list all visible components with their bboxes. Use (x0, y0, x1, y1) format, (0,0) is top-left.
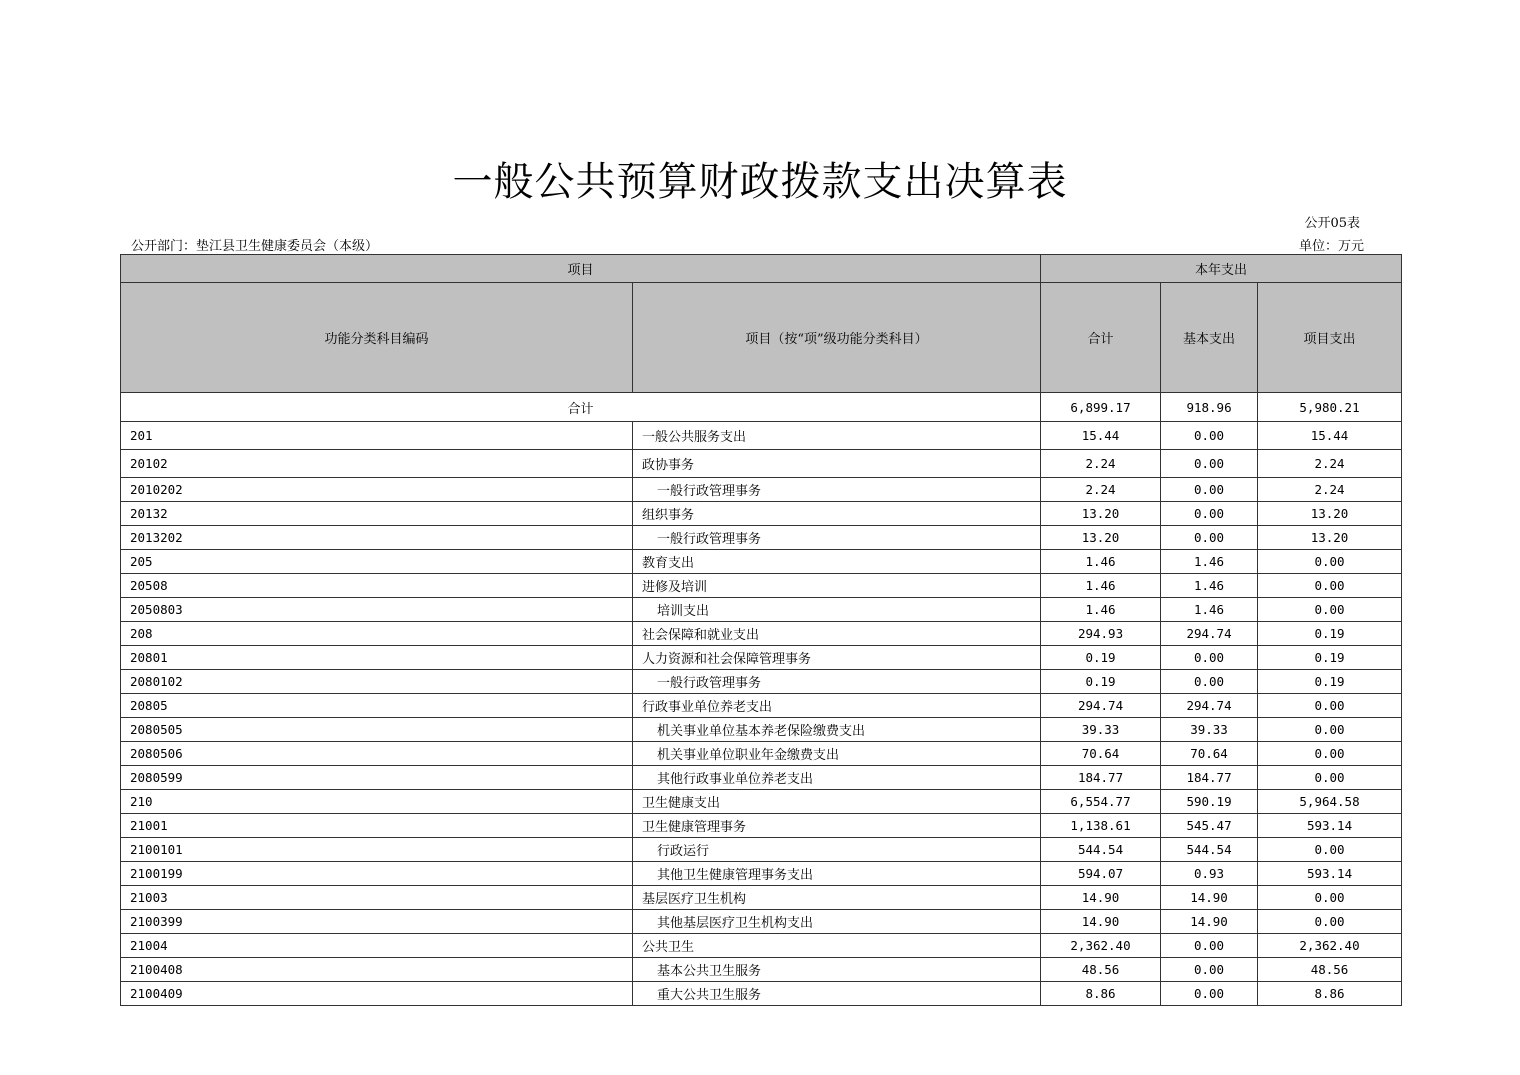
header-code: 功能分类科目编码 (121, 283, 633, 393)
row-name: 行政运行 (633, 838, 1041, 862)
table-row (121, 574, 1402, 598)
row-project: 593.14 (1258, 862, 1402, 886)
row-basic: 14.90 (1161, 886, 1258, 910)
row-project: 0.19 (1258, 622, 1402, 646)
row-project: 593.14 (1258, 814, 1402, 838)
header-project: 项目支出 (1258, 283, 1402, 393)
row-basic: 0.00 (1161, 450, 1258, 478)
row-total: 39.33 (1041, 718, 1161, 742)
row-basic: 0.00 (1161, 422, 1258, 450)
row-name: 机关事业单位基本养老保险缴费支出 (633, 718, 1041, 742)
row-project: 8.86 (1258, 982, 1402, 1006)
header-item-group: 项目 (121, 255, 1041, 283)
row-code: 2100409 (121, 982, 633, 1006)
row-code: 201 (121, 422, 633, 450)
table-row (121, 598, 1402, 622)
row-name: 一般行政管理事务 (633, 670, 1041, 694)
row-name: 机关事业单位职业年金缴费支出 (633, 742, 1041, 766)
row-total: 1.46 (1041, 574, 1161, 598)
table-row (121, 886, 1402, 910)
row-total: 2,362.40 (1041, 934, 1161, 958)
row-basic: 545.47 (1161, 814, 1258, 838)
row-total: 14.90 (1041, 886, 1161, 910)
header-basic: 基本支出 (1161, 283, 1258, 393)
row-name: 组织事务 (633, 502, 1041, 526)
row-project: 0.00 (1258, 694, 1402, 718)
row-total: 294.74 (1041, 694, 1161, 718)
row-project: 2.24 (1258, 478, 1402, 502)
row-basic: 1.46 (1161, 550, 1258, 574)
row-project: 2.24 (1258, 450, 1402, 478)
table-row (121, 478, 1402, 502)
row-basic: 294.74 (1161, 622, 1258, 646)
row-basic: 0.93 (1161, 862, 1258, 886)
row-total: 1,138.61 (1041, 814, 1161, 838)
row-basic: 294.74 (1161, 694, 1258, 718)
row-name: 其他卫生健康管理事务支出 (633, 862, 1041, 886)
row-total: 1.46 (1041, 550, 1161, 574)
row-project: 48.56 (1258, 958, 1402, 982)
table-row (121, 526, 1402, 550)
row-code: 20102 (121, 450, 633, 478)
row-name: 政协事务 (633, 450, 1041, 478)
row-project: 2,362.40 (1258, 934, 1402, 958)
row-total: 8.86 (1041, 982, 1161, 1006)
row-code: 2080505 (121, 718, 633, 742)
table-row (121, 670, 1402, 694)
row-project: 0.00 (1258, 886, 1402, 910)
row-project: 13.20 (1258, 526, 1402, 550)
page-title: 一般公共预算财政拨款支出决算表 (452, 159, 1068, 205)
row-name: 一般公共服务支出 (633, 422, 1041, 450)
row-project: 0.00 (1258, 550, 1402, 574)
row-project: 0.00 (1258, 838, 1402, 862)
row-basic: 0.00 (1161, 934, 1258, 958)
table-row (121, 862, 1402, 886)
table-body (121, 393, 1402, 1006)
row-basic: 70.64 (1161, 742, 1258, 766)
table-row (121, 742, 1402, 766)
table-row (121, 622, 1402, 646)
row-total: 2.24 (1041, 450, 1161, 478)
row-total: 15.44 (1041, 422, 1161, 450)
row-basic: 0.00 (1161, 502, 1258, 526)
row-basic: 14.90 (1161, 910, 1258, 934)
total-row (121, 393, 1402, 422)
row-code: 20508 (121, 574, 633, 598)
row-basic: 1.46 (1161, 574, 1258, 598)
row-name: 社会保障和就业支出 (633, 622, 1041, 646)
row-code: 21001 (121, 814, 633, 838)
unit-label: 单位：万元 (1298, 239, 1364, 254)
row-code: 2080599 (121, 766, 633, 790)
row-basic: 39.33 (1161, 718, 1258, 742)
row-basic: 590.19 (1161, 790, 1258, 814)
row-total: 0.19 (1041, 670, 1161, 694)
row-name: 教育支出 (633, 550, 1041, 574)
row-total: 1.46 (1041, 598, 1161, 622)
row-basic: 0.00 (1161, 526, 1258, 550)
table-row (121, 958, 1402, 982)
total-total: 6,899.17 (1041, 393, 1161, 422)
row-basic: 0.00 (1161, 982, 1258, 1006)
row-code: 2080102 (121, 670, 633, 694)
table-row (121, 910, 1402, 934)
row-project: 0.19 (1258, 646, 1402, 670)
table-row (121, 694, 1402, 718)
total-project: 5,980.21 (1258, 393, 1402, 422)
table-row (121, 814, 1402, 838)
row-name: 卫生健康支出 (633, 790, 1041, 814)
row-name: 重大公共卫生服务 (633, 982, 1041, 1006)
row-total: 13.20 (1041, 502, 1161, 526)
row-project: 0.00 (1258, 910, 1402, 934)
row-code: 2050803 (121, 598, 633, 622)
table-row (121, 422, 1402, 450)
header-year-group: 本年支出 (1041, 255, 1402, 283)
row-name: 培训支出 (633, 598, 1041, 622)
total-basic: 918.96 (1161, 393, 1258, 422)
row-code: 205 (121, 550, 633, 574)
row-name: 进修及培训 (633, 574, 1041, 598)
row-code: 20801 (121, 646, 633, 670)
row-project: 0.00 (1258, 574, 1402, 598)
row-total: 2.24 (1041, 478, 1161, 502)
header-total: 合计 (1041, 283, 1161, 393)
row-basic: 1.46 (1161, 598, 1258, 622)
row-code: 20132 (121, 502, 633, 526)
row-project: 15.44 (1258, 422, 1402, 450)
table-row (121, 502, 1402, 526)
row-total: 184.77 (1041, 766, 1161, 790)
row-code: 2100199 (121, 862, 633, 886)
row-code: 2100408 (121, 958, 633, 982)
row-code: 2100399 (121, 910, 633, 934)
form-number: 公开05表 (1304, 216, 1360, 231)
row-basic: 0.00 (1161, 958, 1258, 982)
row-name: 基本公共卫生服务 (633, 958, 1041, 982)
row-code: 21003 (121, 886, 633, 910)
row-name: 基层医疗卫生机构 (633, 886, 1041, 910)
row-code: 21004 (121, 934, 633, 958)
budget-table (120, 254, 1402, 1006)
row-project: 5,964.58 (1258, 790, 1402, 814)
total-label: 合计 (121, 393, 1041, 422)
row-name: 一般行政管理事务 (633, 526, 1041, 550)
row-project: 0.00 (1258, 718, 1402, 742)
row-project: 0.00 (1258, 766, 1402, 790)
row-project: 0.00 (1258, 742, 1402, 766)
row-basic: 184.77 (1161, 766, 1258, 790)
row-project: 0.19 (1258, 670, 1402, 694)
table-row (121, 982, 1402, 1006)
department-label: 公开部门：垫江县卫生健康委员会（本级） (131, 239, 379, 254)
row-code: 210 (121, 790, 633, 814)
row-code: 208 (121, 622, 633, 646)
row-name: 卫生健康管理事务 (633, 814, 1041, 838)
row-basic: 0.00 (1161, 670, 1258, 694)
row-total: 544.54 (1041, 838, 1161, 862)
table-row (121, 550, 1402, 574)
row-name: 其他行政事业单位养老支出 (633, 766, 1041, 790)
row-total: 594.07 (1041, 862, 1161, 886)
table-row (121, 838, 1402, 862)
header-name: 项目（按“项”级功能分类科目） (633, 283, 1041, 393)
row-code: 2010202 (121, 478, 633, 502)
row-total: 0.19 (1041, 646, 1161, 670)
row-total: 14.90 (1041, 910, 1161, 934)
table-row (121, 934, 1402, 958)
row-code: 2100101 (121, 838, 633, 862)
table-row (121, 646, 1402, 670)
row-name: 公共卫生 (633, 934, 1041, 958)
row-code: 2080506 (121, 742, 633, 766)
row-code: 20805 (121, 694, 633, 718)
table-row (121, 718, 1402, 742)
row-name: 一般行政管理事务 (633, 478, 1041, 502)
row-name: 人力资源和社会保障管理事务 (633, 646, 1041, 670)
row-name: 其他基层医疗卫生机构支出 (633, 910, 1041, 934)
row-name: 行政事业单位养老支出 (633, 694, 1041, 718)
row-basic: 544.54 (1161, 838, 1258, 862)
row-total: 13.20 (1041, 526, 1161, 550)
row-project: 13.20 (1258, 502, 1402, 526)
row-project: 0.00 (1258, 598, 1402, 622)
table-row (121, 766, 1402, 790)
row-code: 2013202 (121, 526, 633, 550)
row-total: 70.64 (1041, 742, 1161, 766)
table-row (121, 450, 1402, 478)
row-total: 294.93 (1041, 622, 1161, 646)
row-total: 48.56 (1041, 958, 1161, 982)
row-basic: 0.00 (1161, 646, 1258, 670)
row-basic: 0.00 (1161, 478, 1258, 502)
row-total: 6,554.77 (1041, 790, 1161, 814)
table-row (121, 790, 1402, 814)
